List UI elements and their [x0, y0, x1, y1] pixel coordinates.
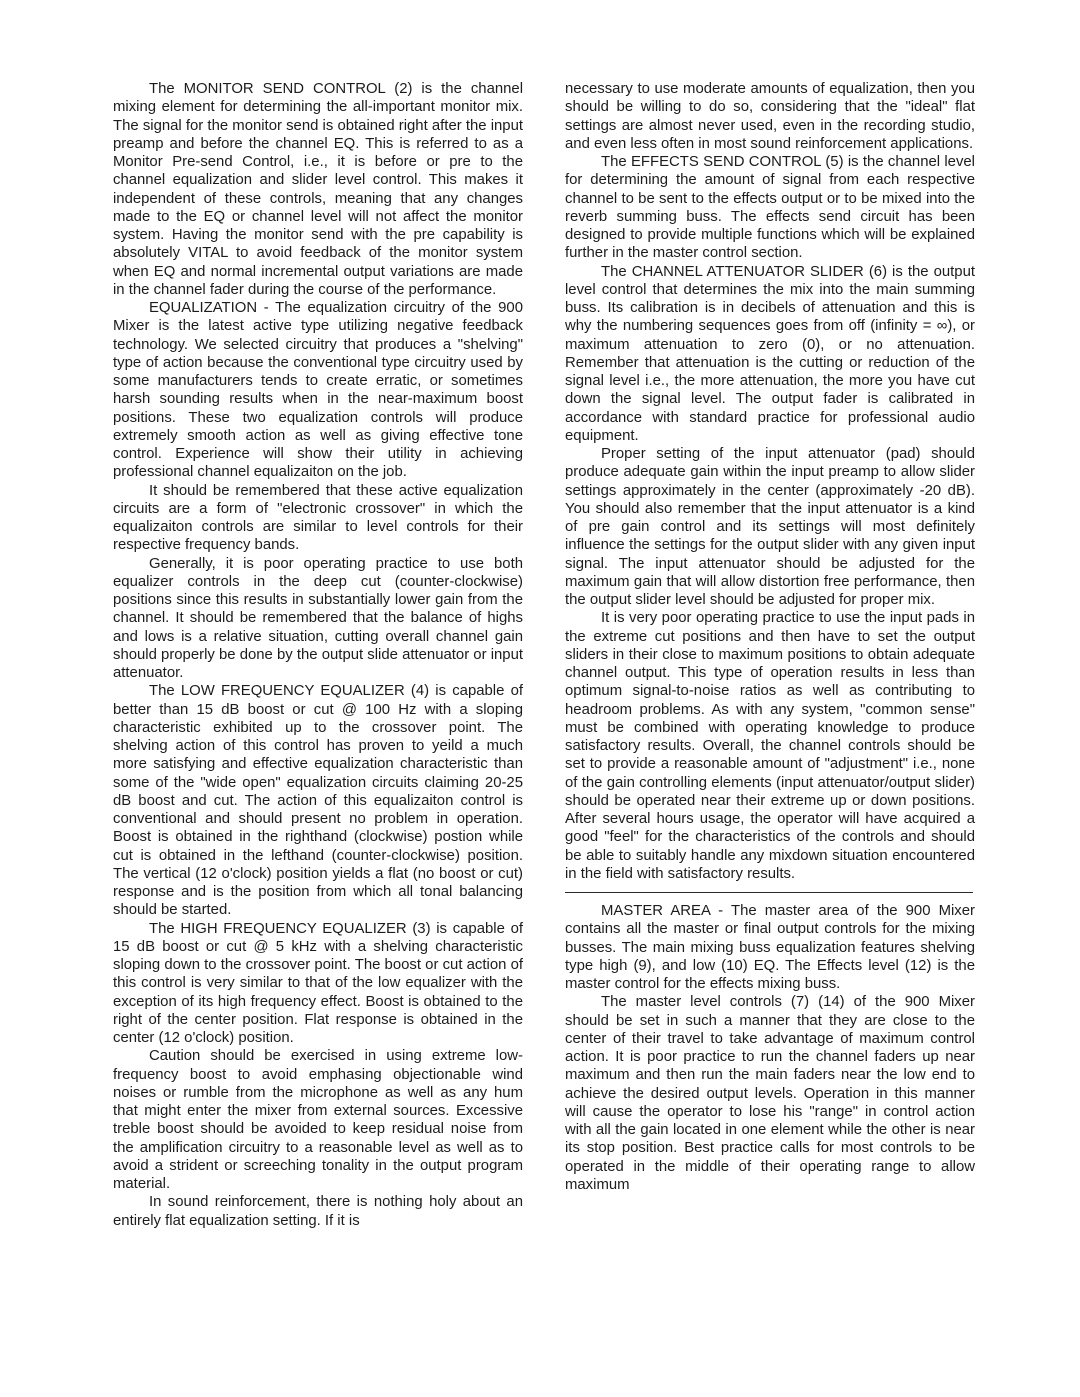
- paragraph-sound-reinforcement: In sound reinforcement, there is nothing holy about an entirely flat equalization setting. If it is: [113, 1194, 523, 1229]
- paragraph-master-area: MASTER AREA - The master area of the 900 Mixer contains all the master or final output controls for the mixing busses. The main mixing buss equalization features shelving type high (9), and low (10) EQ. The Effects level (12) is the master control for the effects mixing buss.: [565, 903, 975, 992]
- paragraph-deep-cut-practice: Generally, it is poor operating practice to use both equalizer controls in the deep cut (counter-clockwise) positions since this results in substantially lower gain from the channel. It should be remembered that the balance of highs and lows is a relative situation, cutting overall channel gain should properly be done by the output slide attenuator or input attenuator.: [113, 555, 523, 681]
- paragraph-master-level: The master level controls (7) (14) of the 900 Mixer should be set in such a manner that they are close to the center of their travel to take advantage of maximum control action. It is poor practice to run the channel faders up near maximum and then run the main faders near the low end to achieve the desired output levels. Operation in this manner will cause the operator to lose his "range" in control action with all the gain located in one element while the other is near its stop position. Best practice calls for most controls to be operated in the middle of their operating range to allow maximum: [565, 994, 975, 1193]
- paragraph-low-frequency-equalizer: The LOW FREQUENCY EQUALIZER (4) is capable of better than 15 dB boost or cut @ 100 Hz with a sloping characteristic exhibited up to the crossover point. The shelving action of this control has proven to yeild a much more satisfying and effective equalization characteristic than some of the "wide open" equalization circuits claiming 20-25 dB boost and cut. The action of this equalizaiton control is conventional and should present no problem in operation. Boost is obtained in the righthand (clockwise) postion while cut is obtained in the lefthand (counter-clockwise) position. The vertical (12 o'clock) position yields a flat (no boost or cut) response and is the position from which all tonal balancing should be started.: [113, 683, 523, 919]
- right-column: [565, 80, 975, 1194]
- paragraph-electronic-crossover: It should be remembered that these active equalization circuits are a form of "electronic crossover" in which the equalizaiton controls are similar to level controls for their respective frequency bands.: [113, 482, 523, 554]
- section-divider: [565, 892, 973, 893]
- paragraph-high-frequency-equalizer: The HIGH FREQUENCY EQUALIZER (3) is capable of 15 dB boost or cut @ 5 kHz with a shelving characteristic sloping down to the crossover point. The boost or cut action of this control is very similar to that of the low equalizer with the exception of its high frequency effect. Boost is obtained to the right of the center position. Flat response is obtained in the center (12 o'clock) position.: [113, 920, 523, 1046]
- paragraph-equalization: EQUALIZATION - The equalization circuitry of the 900 Mixer is the latest active type utilizing negative feedback technology. We selected circuitry that produces a "shelving" type of action because the conventional type circuitry used by some manufacturers tends to create erratic, or sometimes harsh sounding results when in the near-maximum boost positions. These two equalization controls will produce extremely smooth action as well as giving effective tone control. Experience will show their utility in achieving professional channel equalizaiton on the job.: [113, 300, 523, 481]
- left-column: [113, 80, 523, 1230]
- paragraph-monitor-send: The MONITOR SEND CONTROL (2) is the channel mixing element for determining the all-important monitor mix. The signal for the monitor send is obtained right after the input preamp and before the channel EQ. This is referred to as a Monitor Pre-send Control, i.e., it is before or pre to the channel equalization and slider level control. This makes it independent of these controls, meaning that any changes made to the EQ or channel level will not affect the monitor system. Having the monitor send with the pre capability is absolutely VITAL to avoid feedback of the monitor system when EQ and normal incremental output variations are made in the channel fader during the course of the performance.: [113, 81, 523, 298]
- paragraph-continuation: necessary to use moderate amounts of equalization, then you should be willing to do so, considering that the "ideal" flat settings are almost never used, even in the recording studio, and even less often in most sound reinforcement applications.: [565, 81, 975, 152]
- paragraph-channel-attenuator: The CHANNEL ATTENUATOR SLIDER (6) is the output level control that determines the mix into the main summing buss. Its calibration is in decibels of attenuation and this is why the numbering sequences goes from off (infinity = ∞), or maximum attenuation to zero (0), or no attenuation. Remember that attenuation is the cutting or reduction of the signal level i.e., the more attenuation, the more you have cut down the signal level. The output fader is calibrated in accordance with standard practice for professional audio equipment.: [565, 263, 975, 444]
- paragraph-caution: Caution should be exercised in using extreme low-frequency boost to avoid emphasing objectionable wind noises or rumble from the microphone as well as any hum that might enter the mixer from external sources. Excessive treble boost should be avoided to keep residual noise from the amplification circuitry to a reasonable level as well as to avoid a strident or screeching tonality in the output program material.: [113, 1048, 523, 1192]
- paragraph-effects-send: The EFFECTS SEND CONTROL (5) is the channel level for determining the amount of signal from each respective channel to be sent to the effects output or to be mixed into the reverb summing buss. The effects send circuit has been designed to provide multiple functions which will be explained further in the master control section.: [565, 154, 975, 262]
- paragraph-input-attenuator: Proper setting of the input attenuator (pad) should produce adequate gain within the input preamp to allow slider settings approximately in the center (approximately -20 dB). You should also remember that the input attenuator is a kind of pre gain control and its settings will most definitely influence the settings for the output slider with any given input signal. The input attenuator should be adjusted for the maximum gain that will allow distortion free performance, then the output slider level should be adjusted for proper mix.: [565, 446, 975, 608]
- paragraph-input-pads: It is very poor operating practice to use the input pads in the extreme cut positions and then have to set the output sliders in their close to maximum positions to obtain adequate channel output. This type of operation results in less than optimum signal-to-noise ratios as well as contributing to headroom problems. As with any system, "common sense" must be combined with operating knowledge to produce satisfactory results. Overall, the channel controls should be set to provide a reasonable amount of "adjustment" i.e., none of the gain controlling elements (input attenuator/output slider) should be operated near their extreme up or down positions. After several hours usage, the operator will have acquired a good "feel" for the characteristics of the controls and should be able to suitably handle any mixdown situation encountered in the field with satisfactory results.: [565, 610, 975, 882]
